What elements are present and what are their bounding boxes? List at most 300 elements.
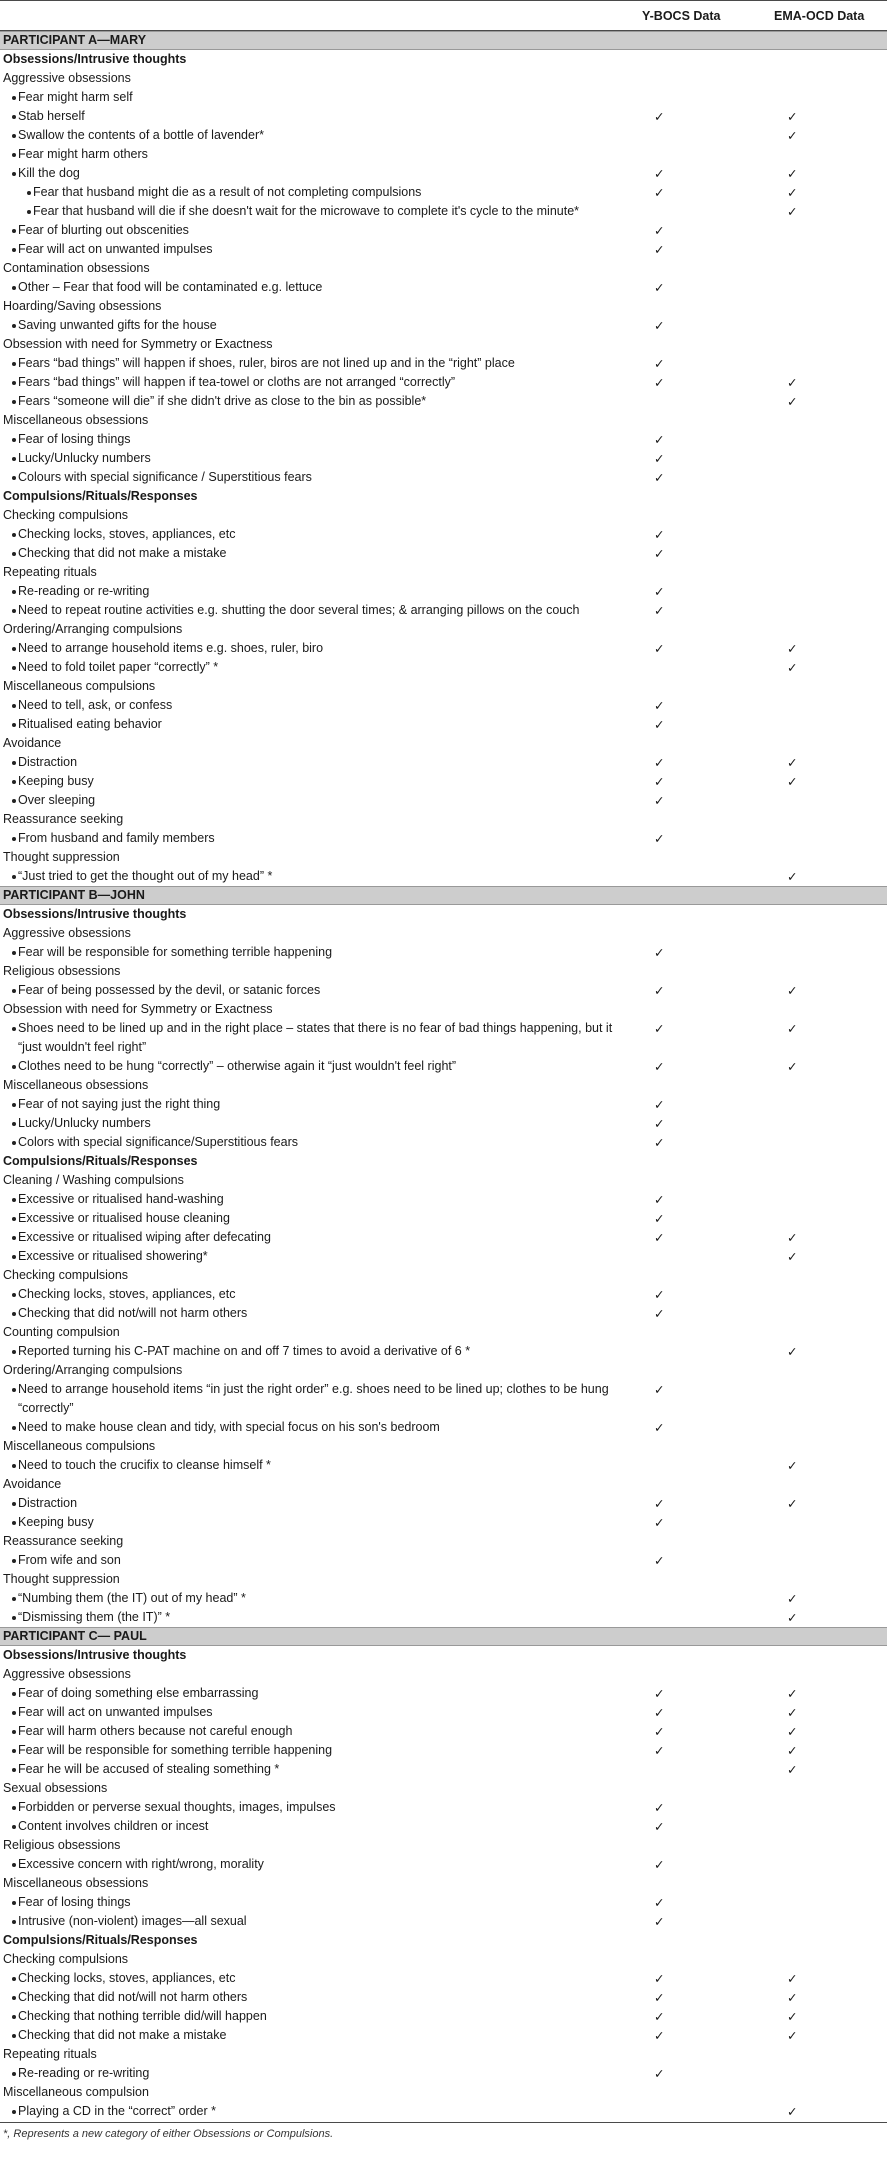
participant-heading [0, 1627, 887, 1646]
row-text: Ordering/Arranging compulsions [3, 1363, 183, 1377]
item-row [0, 2007, 887, 2026]
ybocs-check-icon: ✓ [654, 946, 665, 960]
item-row [0, 1095, 887, 1114]
row-text: Checking that did not/will not harm others [3, 1988, 638, 2007]
ema-check-icon: ✓ [787, 1972, 798, 1986]
ybocs-check-icon: ✓ [654, 281, 665, 295]
row-text: Obsessions/Intrusive thoughts [3, 52, 187, 66]
row-text: Compulsions/Rituals/Responses [3, 1933, 198, 1947]
ybocs-check-icon: ✓ [654, 756, 665, 770]
category-label [0, 1076, 887, 1095]
row-text: Thought suppression [3, 850, 120, 864]
item-row [0, 1855, 887, 1874]
category-label [0, 1665, 887, 1684]
row-text: Checking compulsions [3, 508, 129, 522]
participant-heading [0, 886, 887, 905]
row-text: Fear he will be accused of stealing something * [3, 1760, 638, 1779]
item-row [0, 1988, 887, 2007]
ybocs-check-icon: ✓ [654, 1687, 665, 1701]
row-text: Checking that did not make a mistake [3, 544, 638, 563]
row-text: “Dismissing them (the IT)” * [3, 1608, 638, 1627]
category-label [0, 1874, 887, 1893]
ema-check-icon: ✓ [787, 870, 798, 884]
row-text: Checking locks, stoves, appliances, etc [3, 1285, 638, 1304]
item-row [0, 1019, 887, 1057]
row-text: Fear of being possessed by the devil, or satanic forces [3, 981, 638, 1000]
category-label [0, 1779, 887, 1798]
table-body [0, 31, 887, 2121]
ema-check-icon: ✓ [787, 1250, 798, 1264]
item-row [0, 867, 887, 886]
ybocs-check-icon: ✓ [654, 1706, 665, 1720]
ema-check-icon: ✓ [787, 376, 798, 390]
item-row [0, 1589, 887, 1608]
ema-check-icon: ✓ [787, 1687, 798, 1701]
ybocs-check-icon: ✓ [654, 1820, 665, 1834]
section-heading [0, 905, 887, 924]
ybocs-check-icon: ✓ [654, 167, 665, 181]
ema-check-icon: ✓ [787, 984, 798, 998]
row-text: Excessive or ritualised hand-washing [3, 1190, 638, 1209]
row-text: Checking compulsions [3, 1268, 129, 1282]
row-text: PARTICIPANT A—MARY [3, 33, 147, 47]
item-row [0, 1247, 887, 1266]
row-text: Keeping busy [3, 772, 638, 791]
category-label [0, 1437, 887, 1456]
item-row [0, 1969, 887, 1988]
item-row [0, 1684, 887, 1703]
item-row [0, 1893, 887, 1912]
category-label [0, 1475, 887, 1494]
row-text: Fear will act on unwanted impulses [3, 1703, 638, 1722]
item-row [0, 316, 887, 335]
row-text: Content involves children or incest [3, 1817, 638, 1836]
item-row [0, 1798, 887, 1817]
item-row [0, 1722, 887, 1741]
ema-check-icon: ✓ [787, 205, 798, 219]
item-row [0, 1703, 887, 1722]
ybocs-check-icon: ✓ [654, 1117, 665, 1131]
row-text: Contamination obsessions [3, 261, 150, 275]
item-row [0, 582, 887, 601]
row-text: Need to make house clean and tidy, with special focus on his son's bedroom [3, 1418, 638, 1437]
row-text: Repeating rituals [3, 565, 97, 579]
row-text: Repeating rituals [3, 2047, 97, 2061]
ybocs-check-icon: ✓ [654, 642, 665, 656]
ybocs-check-icon: ✓ [654, 110, 665, 124]
item-row [0, 430, 887, 449]
category-label [0, 2083, 887, 2102]
row-text: Lucky/Unlucky numbers [3, 449, 638, 468]
row-text: Miscellaneous compulsions [3, 1439, 156, 1453]
row-text: Avoidance [3, 1477, 62, 1491]
ybocs-check-icon: ✓ [654, 1307, 665, 1321]
row-text: Compulsions/Rituals/Responses [3, 1154, 198, 1168]
ybocs-check-icon: ✓ [654, 2067, 665, 2081]
row-text: Reassurance seeking [3, 1534, 124, 1548]
category-label [0, 2045, 887, 2064]
row-text: Distraction [3, 753, 638, 772]
ema-check-icon: ✓ [787, 395, 798, 409]
table-header [0, 0, 887, 31]
row-text: Over sleeping [3, 791, 638, 810]
row-text: Distraction [3, 1494, 638, 1513]
ema-check-icon: ✓ [787, 1725, 798, 1739]
ybocs-check-icon: ✓ [654, 718, 665, 732]
section-heading [0, 487, 887, 506]
row-text: Obsession with need for Symmetry or Exactness [3, 337, 273, 351]
table-footnote: *, Represents a new category of either Obsessions or Compulsions. [0, 2122, 887, 2145]
row-text: Other – Fear that food will be contaminated e.g. lettuce [3, 278, 638, 297]
row-text: Miscellaneous compulsion [3, 2085, 149, 2099]
ema-check-icon: ✓ [787, 1592, 798, 1606]
ybocs-check-icon: ✓ [654, 1288, 665, 1302]
category-label [0, 848, 887, 867]
row-text: Clothes need to be hung “correctly” – otherwise again it “just wouldn't feel right” [3, 1057, 638, 1076]
item-row [0, 1342, 887, 1361]
row-text: Intrusive (non-violent) images—all sexual [3, 1912, 638, 1931]
item-row [0, 696, 887, 715]
item-row [0, 449, 887, 468]
row-text: Need to tell, ask, or confess [3, 696, 638, 715]
category-label [0, 1323, 887, 1342]
category-label [0, 677, 887, 696]
row-text: Reassurance seeking [3, 812, 124, 826]
section-heading [0, 50, 887, 69]
item-row [0, 1551, 887, 1570]
category-label [0, 1171, 887, 1190]
row-text: “Just tried to get the thought out of my head” * [3, 867, 638, 886]
category-label [0, 69, 887, 88]
item-row [0, 126, 887, 145]
row-text: Religious obsessions [3, 1838, 121, 1852]
ybocs-check-icon: ✓ [654, 1231, 665, 1245]
row-text: Aggressive obsessions [3, 1667, 131, 1681]
ema-check-icon: ✓ [787, 1345, 798, 1359]
row-text: “Numbing them (the IT) out of my head” * [3, 1589, 638, 1608]
ybocs-check-icon: ✓ [654, 452, 665, 466]
category-label [0, 1000, 887, 1019]
item-row [0, 791, 887, 810]
category-label [0, 506, 887, 525]
section-heading [0, 1152, 887, 1171]
ybocs-check-icon: ✓ [654, 1497, 665, 1511]
item-row [0, 1285, 887, 1304]
item-row [0, 525, 887, 544]
ybocs-check-icon: ✓ [654, 1858, 665, 1872]
category-label [0, 1361, 887, 1380]
item-row [0, 373, 887, 392]
item-row [0, 1456, 887, 1475]
item-row [0, 1912, 887, 1931]
item-row [0, 658, 887, 677]
ema-check-icon: ✓ [787, 756, 798, 770]
category-label [0, 563, 887, 582]
row-text: Reported turning his C-PAT machine on and off 7 times to avoid a derivative of 6 * [3, 1342, 638, 1361]
row-text: Fear of losing things [3, 430, 638, 449]
ybocs-check-icon: ✓ [654, 1136, 665, 1150]
ema-check-icon: ✓ [787, 1231, 798, 1245]
category-label [0, 1570, 887, 1589]
ema-check-icon: ✓ [787, 1497, 798, 1511]
participant-heading [0, 31, 887, 50]
row-text: Fear that husband will die if she doesn't wait for the microwave to complete it's cycle to the minute* [3, 202, 653, 221]
ybocs-check-icon: ✓ [654, 2029, 665, 2043]
item-row [0, 1209, 887, 1228]
row-text: Forbidden or perverse sexual thoughts, images, impulses [3, 1798, 638, 1817]
row-text: Fear might harm others [3, 145, 638, 164]
ybocs-check-icon: ✓ [654, 547, 665, 561]
row-text: Obsessions/Intrusive thoughts [3, 907, 187, 921]
row-text: Fear that husband might die as a result of not completing compulsions [3, 183, 653, 202]
ybocs-check-icon: ✓ [654, 1744, 665, 1758]
ybocs-check-icon: ✓ [654, 775, 665, 789]
row-text: Fear will harm others because not careful enough [3, 1722, 638, 1741]
category-label [0, 335, 887, 354]
row-text: Stab herself [3, 107, 638, 126]
ybocs-check-icon: ✓ [654, 1421, 665, 1435]
ybocs-check-icon: ✓ [654, 585, 665, 599]
ybocs-check-icon: ✓ [654, 1801, 665, 1815]
ybocs-check-icon: ✓ [654, 1022, 665, 1036]
ybocs-check-icon: ✓ [654, 1915, 665, 1929]
row-text: Excessive or ritualised wiping after defecating [3, 1228, 638, 1247]
row-text: Excessive concern with right/wrong, morality [3, 1855, 638, 1874]
ybocs-check-icon: ✓ [654, 1516, 665, 1530]
item-row [0, 544, 887, 563]
ybocs-check-icon: ✓ [654, 528, 665, 542]
ema-check-icon: ✓ [787, 1744, 798, 1758]
ybocs-check-icon: ✓ [654, 1991, 665, 2005]
ybocs-check-icon: ✓ [654, 1098, 665, 1112]
row-text: Shoes need to be lined up and in the right place – states that there is no fear of bad things happening, but it “just wouldn't feel right” [3, 1019, 638, 1057]
ema-check-icon: ✓ [787, 1060, 798, 1074]
row-text: Keeping busy [3, 1513, 638, 1532]
ybocs-check-icon: ✓ [654, 794, 665, 808]
item-row [0, 715, 887, 734]
row-text: Excessive or ritualised showering* [3, 1247, 638, 1266]
row-text: Need to repeat routine activities e.g. shutting the door several times; & arranging pillows on the couch [3, 601, 638, 620]
item-row [0, 1304, 887, 1323]
item-row [0, 1057, 887, 1076]
ybocs-check-icon: ✓ [654, 224, 665, 238]
ema-check-icon: ✓ [787, 1763, 798, 1777]
row-text: Miscellaneous obsessions [3, 1078, 149, 1092]
row-text: Miscellaneous obsessions [3, 1876, 149, 1890]
row-text: Need to arrange household items “in just the right order” e.g. shoes need to be lined up; clothes to be hung “correctly” [3, 1380, 638, 1418]
ybocs-check-icon: ✓ [654, 1383, 665, 1397]
category-label [0, 259, 887, 278]
row-text: Fear of losing things [3, 1893, 638, 1912]
row-text: Checking compulsions [3, 1952, 129, 1966]
row-text: Colours with special significance / Superstitious fears [3, 468, 638, 487]
item-row [0, 221, 887, 240]
item-row [0, 1114, 887, 1133]
row-text: Need to touch the crucifix to cleanse himself * [3, 1456, 638, 1475]
header-ema-ocd: EMA-OCD Data [774, 9, 865, 23]
item-row [0, 639, 887, 658]
item-row [0, 1513, 887, 1532]
ema-check-icon: ✓ [787, 661, 798, 675]
category-label [0, 734, 887, 753]
ybocs-check-icon: ✓ [654, 2010, 665, 2024]
ema-check-icon: ✓ [787, 2010, 798, 2024]
item-row [0, 1608, 887, 1627]
ybocs-check-icon: ✓ [654, 1896, 665, 1910]
ybocs-check-icon: ✓ [654, 1554, 665, 1568]
row-text: Fear will be responsible for something terrible happening [3, 1741, 638, 1760]
ema-check-icon: ✓ [787, 1459, 798, 1473]
row-text: Compulsions/Rituals/Responses [3, 489, 198, 503]
item-row [0, 829, 887, 848]
row-text: Lucky/Unlucky numbers [3, 1114, 638, 1133]
section-heading [0, 1646, 887, 1665]
item-row [0, 943, 887, 962]
category-label [0, 810, 887, 829]
row-text: Saving unwanted gifts for the house [3, 316, 638, 335]
ema-check-icon: ✓ [787, 1611, 798, 1625]
ybocs-check-icon: ✓ [654, 1972, 665, 1986]
row-text: Checking locks, stoves, appliances, etc [3, 525, 638, 544]
ybocs-check-icon: ✓ [654, 1212, 665, 1226]
row-text: Religious obsessions [3, 964, 121, 978]
row-text: Excessive or ritualised house cleaning [3, 1209, 638, 1228]
item-row [0, 468, 887, 487]
ybocs-check-icon: ✓ [654, 243, 665, 257]
row-text: Hoarding/Saving obsessions [3, 299, 162, 313]
ema-check-icon: ✓ [787, 1022, 798, 1036]
row-text: Checking locks, stoves, appliances, etc [3, 1969, 638, 1988]
item-row [0, 1190, 887, 1209]
item-row [0, 1418, 887, 1437]
ema-check-icon: ✓ [787, 642, 798, 656]
row-text: Aggressive obsessions [3, 71, 131, 85]
row-text: Fears “bad things” will happen if shoes, ruler, biros are not lined up and in the “right” place [3, 354, 638, 373]
row-text: Re-reading or re-writing [3, 582, 638, 601]
row-text: Sexual obsessions [3, 1781, 108, 1795]
item-row [0, 88, 887, 107]
row-text: Need to fold toilet paper “correctly” * [3, 658, 638, 677]
item-row [0, 278, 887, 297]
ybocs-check-icon: ✓ [654, 433, 665, 447]
item-row [0, 1494, 887, 1513]
row-text: Ritualised eating behavior [3, 715, 638, 734]
row-text: Need to arrange household items e.g. shoes, ruler, biro [3, 639, 638, 658]
ema-check-icon: ✓ [787, 1706, 798, 1720]
item-row [0, 1133, 887, 1152]
category-label [0, 1266, 887, 1285]
item-row [0, 772, 887, 791]
category-label [0, 1950, 887, 1969]
item-row [0, 1228, 887, 1247]
ybocs-check-icon: ✓ [654, 319, 665, 333]
category-label [0, 411, 887, 430]
item-row [0, 145, 887, 164]
row-text: Swallow the contents of a bottle of lavender* [3, 126, 638, 145]
section-heading [0, 1931, 887, 1950]
row-text: Fear might harm self [3, 88, 638, 107]
ema-check-icon: ✓ [787, 167, 798, 181]
ybocs-check-icon: ✓ [654, 471, 665, 485]
row-text: Playing a CD in the “correct” order * [3, 2102, 638, 2121]
row-text: From husband and family members [3, 829, 638, 848]
item-row [0, 1760, 887, 1779]
sub-item-row [0, 202, 887, 221]
row-text: Kill the dog [3, 164, 638, 183]
row-text: Obsession with need for Symmetry or Exactness [3, 1002, 273, 1016]
item-row [0, 2064, 887, 2083]
row-text: Checking that did not make a mistake [3, 2026, 638, 2045]
item-row [0, 240, 887, 259]
sub-item-row [0, 183, 887, 202]
item-row [0, 601, 887, 620]
category-label [0, 297, 887, 316]
ema-check-icon: ✓ [787, 2105, 798, 2119]
category-label [0, 1532, 887, 1551]
ema-check-icon: ✓ [787, 775, 798, 789]
ybocs-check-icon: ✓ [654, 1725, 665, 1739]
category-label [0, 962, 887, 981]
item-row [0, 107, 887, 126]
row-text: Fear will be responsible for something terrible happening [3, 943, 638, 962]
row-text: Miscellaneous compulsions [3, 679, 156, 693]
category-label [0, 1836, 887, 1855]
item-row [0, 1380, 887, 1418]
item-row [0, 2102, 887, 2121]
ema-check-icon: ✓ [787, 110, 798, 124]
row-text: Checking that did not/will not harm others [3, 1304, 638, 1323]
header-ybocs: Y-BOCS Data [642, 9, 721, 23]
item-row [0, 1817, 887, 1836]
ema-check-icon: ✓ [787, 2029, 798, 2043]
ema-check-icon: ✓ [787, 129, 798, 143]
row-text: Cleaning / Washing compulsions [3, 1173, 184, 1187]
row-text: PARTICIPANT C— PAUL [3, 1629, 147, 1643]
row-text: Fears “someone will die” if she didn't drive as close to the bin as possible* [3, 392, 638, 411]
row-text: Counting compulsion [3, 1325, 120, 1339]
ema-check-icon: ✓ [787, 186, 798, 200]
ybocs-check-icon: ✓ [654, 1060, 665, 1074]
row-text: Ordering/Arranging compulsions [3, 622, 183, 636]
row-text: From wife and son [3, 1551, 638, 1570]
category-label [0, 924, 887, 943]
row-text: PARTICIPANT B—JOHN [3, 888, 145, 902]
ybocs-check-icon: ✓ [654, 376, 665, 390]
item-row [0, 164, 887, 183]
row-text: Aggressive obsessions [3, 926, 131, 940]
row-text: Colors with special significance/Superstitious fears [3, 1133, 638, 1152]
ybocs-check-icon: ✓ [654, 1193, 665, 1207]
row-text: Fear of doing something else embarrassing [3, 1684, 638, 1703]
item-row [0, 354, 887, 373]
ybocs-check-icon: ✓ [654, 186, 665, 200]
row-text: Avoidance [3, 736, 62, 750]
item-row [0, 981, 887, 1000]
ybocs-check-icon: ✓ [654, 832, 665, 846]
row-text: Miscellaneous obsessions [3, 413, 149, 427]
item-row [0, 392, 887, 411]
item-row [0, 2026, 887, 2045]
row-text: Obsessions/Intrusive thoughts [3, 1648, 187, 1662]
item-row [0, 753, 887, 772]
row-text: Fears “bad things” will happen if tea-towel or cloths are not arranged “correctly” [3, 373, 638, 392]
ybocs-check-icon: ✓ [654, 357, 665, 371]
ybocs-check-icon: ✓ [654, 604, 665, 618]
ybocs-check-icon: ✓ [654, 699, 665, 713]
ybocs-check-icon: ✓ [654, 984, 665, 998]
ema-check-icon: ✓ [787, 1991, 798, 2005]
row-text: Checking that nothing terrible did/will happen [3, 2007, 638, 2026]
